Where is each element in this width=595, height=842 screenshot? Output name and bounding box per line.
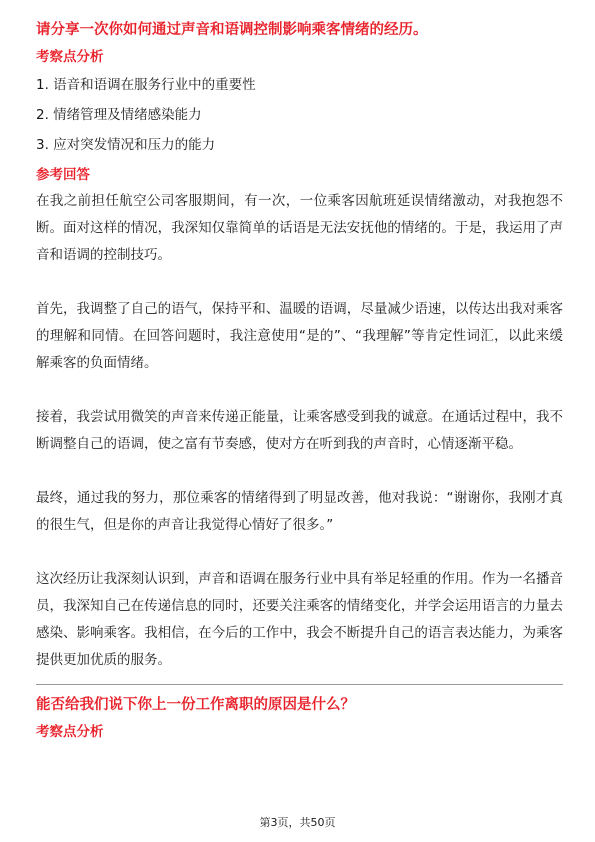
answer-paragraph: 接着，我尝试用微笑的声音来传递正能量，让乘客感受到我的诚意。在通话过程中，我不断调整自己的语调，使之富有节奏感，使对方在听到我的声音时，心情逐渐平稳。 (36, 409, 563, 452)
answer-paragraph: 首先，我调整了自己的语气，保持平和、温暖的语调，尽量减少语速，以传达出我对乘客的理解和同情。在回答问题时，我注意使用“是的”、“我理解”等肯定性词汇，以此来缓解乘客的负面情绪。 (36, 301, 563, 371)
analysis-point: 1. 语音和语调在服务行业中的重要性 (36, 77, 256, 93)
answer-paragraph: 这次经历让我深刻认识到，声音和语调在服务行业中具有举足轻重的作用。作为一名播音员，我深知自己在传递信息的同时，还要关注乘客的情绪变化，并学会运用语言的力量去感染、影响乘客。我相信，在今后的工作中，我会不断提升自己的语言表达能力，为乘客提供更加优质的服务。 (36, 571, 563, 668)
analysis-point: 2. 情绪管理及情绪感染能力 (36, 107, 202, 123)
paragraph-spacer (36, 539, 563, 566)
question-title: 能否给我们说下你上一份工作离职的原因是什么？ (36, 697, 355, 713)
paragraph-spacer (36, 458, 563, 485)
answer-heading: 参考回答 (36, 167, 90, 183)
page-number: 第3页，共50页 (259, 816, 336, 829)
document-page (36, 18, 563, 743)
answer-paragraph: 最终，通过我的努力，那位乘客的情绪得到了明显改善，他对我说：“谢谢你，我刚才真的很生气，但是你的声音让我觉得心情好了很多。” (36, 490, 563, 533)
paragraph-spacer (36, 269, 563, 296)
analysis-points (36, 70, 563, 160)
section-divider (36, 684, 563, 685)
answer-paragraph: 在我之前担任航空公司客服期间，有一次，一位乘客因航班延误情绪激动，对我抱怨不断。面对这样的情况，我深知仅靠简单的话语是无法安抚他的情绪的。于是，我运用了声音和语调的控制技巧。 (36, 193, 563, 263)
analysis-heading: 考察点分析 (36, 724, 104, 740)
question-title: 请分享一次你如何通过声音和语调控制影响乘客情绪的经历。 (36, 22, 428, 38)
paragraph-spacer (36, 377, 563, 404)
analysis-heading: 考察点分析 (36, 49, 104, 65)
analysis-point: 3. 应对突发情况和压力的能力 (36, 137, 216, 153)
